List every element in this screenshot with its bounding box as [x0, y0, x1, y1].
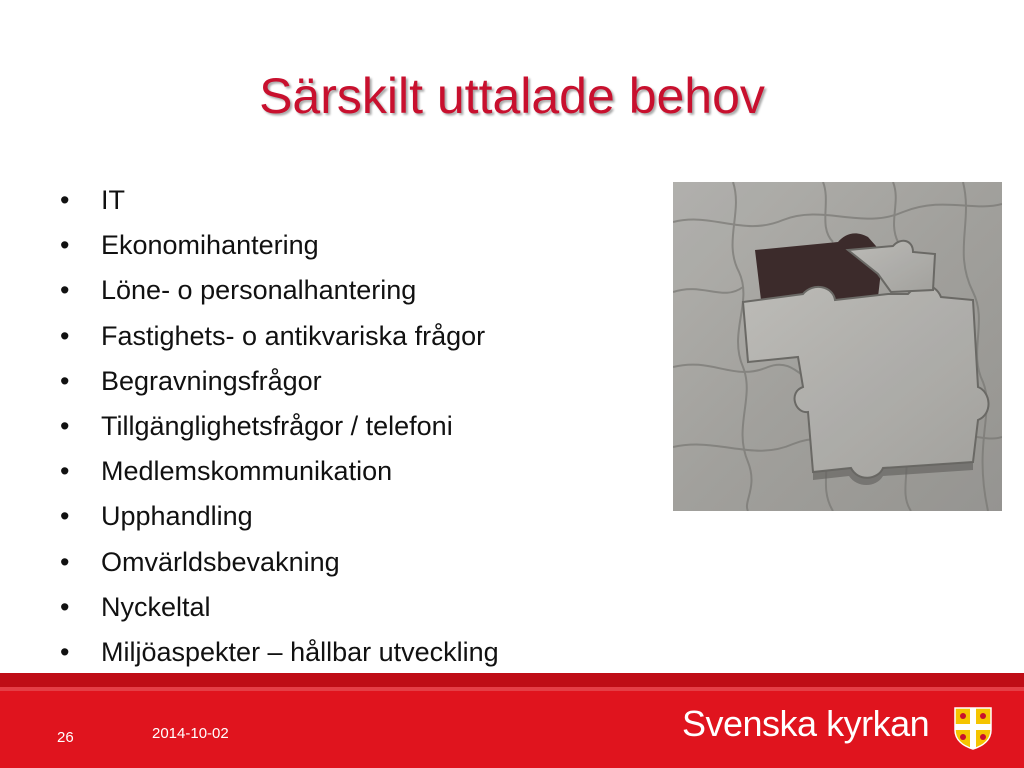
bullet-icon: • — [60, 546, 70, 577]
puzzle-photo — [673, 182, 1002, 511]
list-item: • Nyckeltal — [60, 585, 499, 630]
bullet-icon: • — [60, 411, 70, 442]
bullet-icon: • — [60, 591, 70, 622]
list-item: • Löne- o personalhantering — [60, 268, 499, 313]
page-number: 26 — [57, 729, 74, 746]
bullet-list — [60, 178, 499, 675]
bullet-icon: • — [60, 456, 70, 487]
brand-name: Svenska kyrkan — [682, 703, 930, 744]
list-item: • Omvärldsbevakning — [60, 540, 499, 585]
list-item: • Upphandling — [60, 494, 499, 539]
bullet-icon: • — [60, 230, 70, 261]
list-item: • Medlemskommunikation — [60, 449, 499, 494]
footer-top-strip — [0, 673, 1024, 687]
list-item: • Ekonomihantering — [60, 223, 499, 268]
bullet-icon: • — [60, 501, 70, 532]
list-item: • IT — [60, 178, 499, 223]
bullet-icon: • — [60, 275, 70, 306]
bullet-icon: • — [60, 185, 70, 215]
list-item: • Miljöaspekter – hållbar utveckling — [60, 630, 499, 675]
list-item: • Begravningsfrågor — [60, 359, 499, 404]
list-item: • Tillgänglighetsfrågor / telefoni — [60, 404, 499, 449]
bullet-icon: • — [60, 320, 70, 351]
footer-bar — [0, 673, 1024, 768]
footer-highlight — [0, 687, 1024, 691]
bullet-icon: • — [60, 365, 70, 396]
footer-date: 2014-10-02 — [152, 725, 229, 742]
slide-title: Särskilt uttalade behov — [259, 68, 765, 124]
bullet-icon: • — [60, 637, 70, 668]
svenska-kyrkan-crest-icon — [953, 706, 993, 750]
list-item: • Fastighets- o antikvariska frågor — [60, 314, 499, 359]
